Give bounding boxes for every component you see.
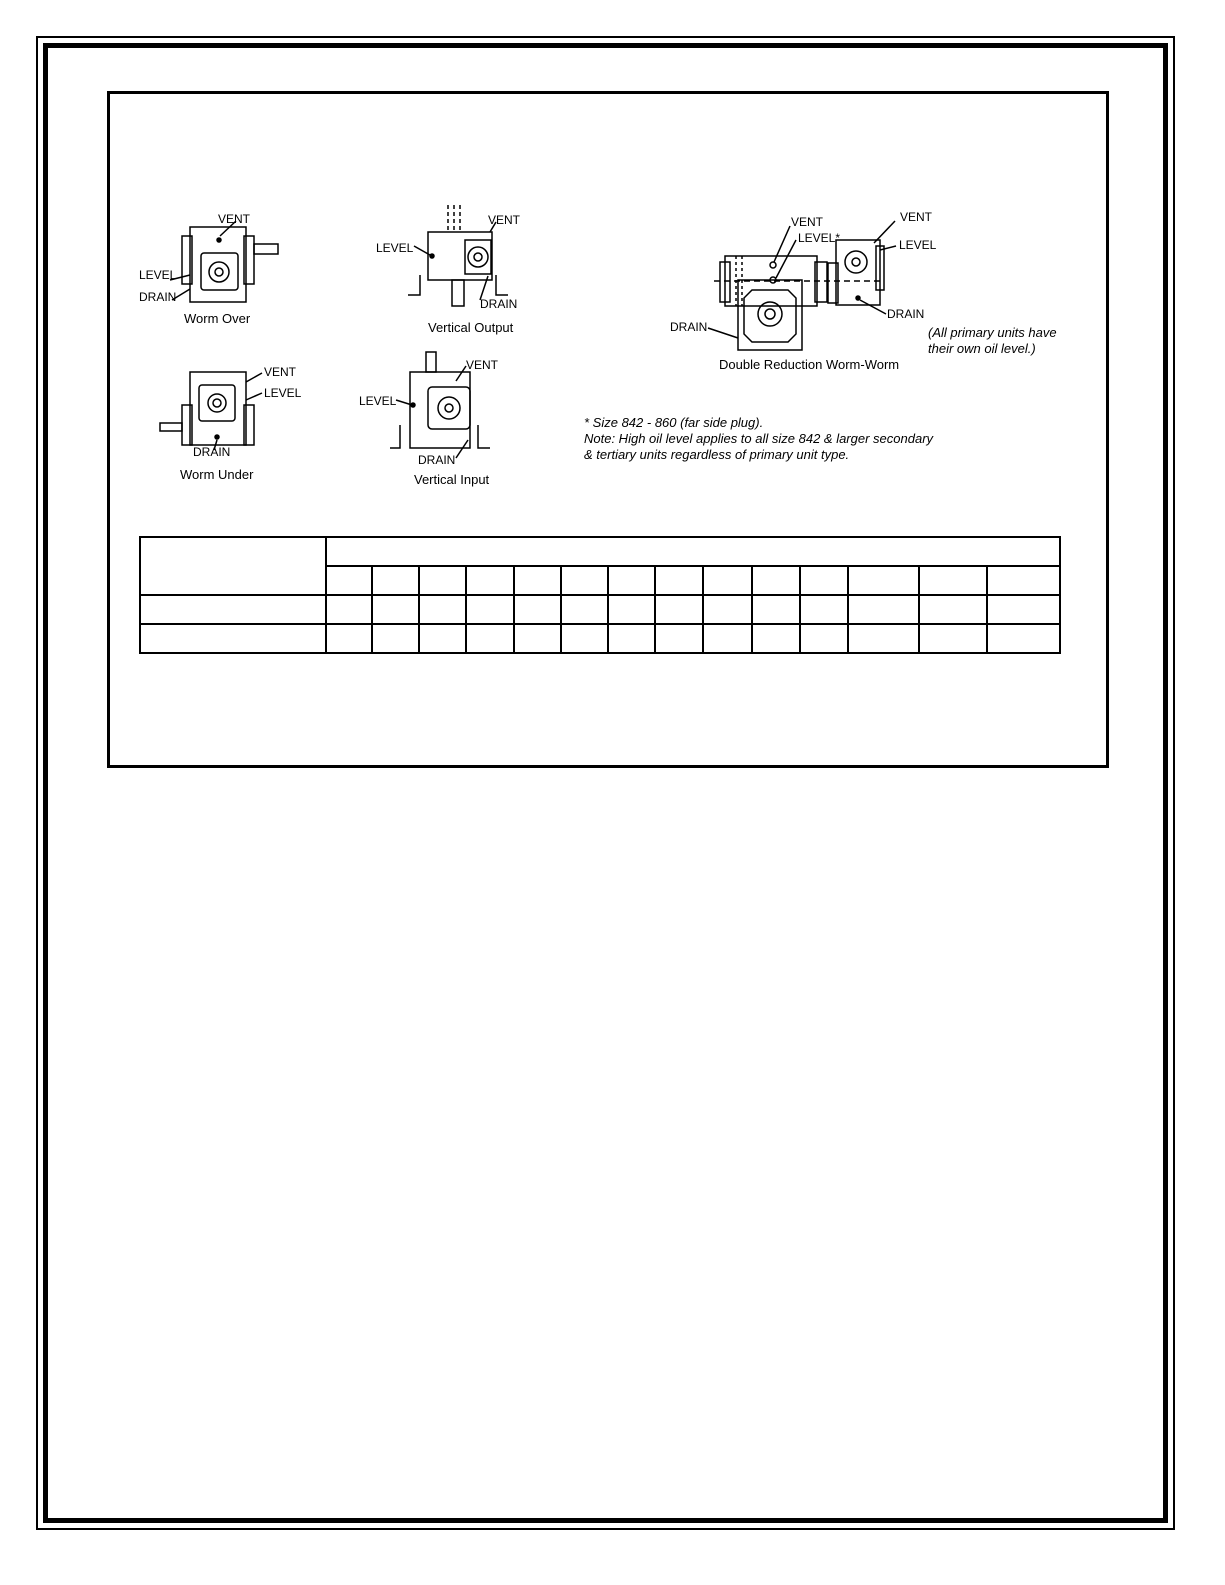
table-row-label — [140, 595, 326, 624]
table-cell — [800, 624, 848, 653]
secondary-vent-label: VENT — [900, 210, 933, 224]
table-column-header — [608, 566, 655, 595]
table-cell — [800, 595, 848, 624]
vertical-output-drain-label: DRAIN — [480, 297, 518, 311]
worm-under-vent-label: VENT — [264, 365, 297, 379]
table-column-header — [800, 566, 848, 595]
worm-under-drain-label: DRAIN — [193, 445, 231, 459]
table-cell — [655, 624, 703, 653]
worm-over-level-label: LEVEL — [139, 268, 177, 282]
table-cell — [419, 595, 466, 624]
vertical-output-caption: Vertical Output — [428, 320, 514, 335]
table-cell — [703, 595, 752, 624]
table-column-header — [919, 566, 987, 595]
table-cell — [919, 624, 987, 653]
table-row — [140, 624, 1060, 653]
table-column-header — [655, 566, 703, 595]
table-column-header — [372, 566, 419, 595]
vertical-input-vent-label: VENT — [466, 358, 499, 372]
table-cell — [848, 624, 919, 653]
secondary-level-label: LEVEL — [899, 238, 937, 252]
table-cell — [514, 595, 562, 624]
double-reduction-drain-label: DRAIN — [670, 320, 708, 334]
table-cell — [466, 595, 514, 624]
oil-capacity-table — [139, 536, 1061, 654]
table-cell — [987, 595, 1060, 624]
table-cell — [608, 624, 655, 653]
table-cell — [752, 624, 800, 653]
primary-units-note-line-1: (All primary units have — [928, 325, 1057, 340]
secondary-drain-label: DRAIN — [887, 307, 925, 321]
double-reduction-caption: Double Reduction Worm-Worm — [719, 357, 900, 372]
table-header-label — [140, 537, 326, 595]
table-cell — [372, 624, 419, 653]
table-cell — [372, 595, 419, 624]
table-cell — [561, 624, 608, 653]
vertical-output-vent-label: VENT — [488, 213, 521, 227]
vertical-input-level-label: LEVEL — [359, 394, 397, 408]
primary-units-note-line-2: their own oil level.) — [928, 341, 1036, 356]
table-cell — [848, 595, 919, 624]
table-cell — [561, 595, 608, 624]
table-column-header — [848, 566, 919, 595]
size-note-line-3: & tertiary units regardless of primary unit type. — [584, 447, 850, 462]
vertical-input-caption: Vertical Input — [414, 472, 490, 487]
table-cell — [703, 624, 752, 653]
table-cell — [419, 624, 466, 653]
size-note-line-2: Note: High oil level applies to all size 842 & larger secondary — [584, 431, 934, 446]
table-cell — [752, 595, 800, 624]
table-cell — [514, 624, 562, 653]
table-header-row — [140, 537, 1060, 566]
table-column-header — [514, 566, 562, 595]
table-row-label — [140, 624, 326, 653]
table-group-header — [326, 537, 1060, 566]
worm-over-diagram — [170, 221, 278, 302]
table-column-header — [987, 566, 1060, 595]
worm-over-caption: Worm Over — [184, 311, 251, 326]
table-cell — [655, 595, 703, 624]
table-cell — [608, 595, 655, 624]
table-cell — [326, 624, 372, 653]
table-column-header — [419, 566, 466, 595]
table-column-header — [752, 566, 800, 595]
worm-under-level-label: LEVEL — [264, 386, 302, 400]
table-cell — [326, 595, 372, 624]
table-cell — [987, 624, 1060, 653]
worm-over-drain-label: DRAIN — [139, 290, 177, 304]
vertical-input-drain-label: DRAIN — [418, 453, 456, 467]
table-column-header — [703, 566, 752, 595]
double-reduction-vent-label: VENT — [791, 215, 824, 229]
worm-under-caption: Worm Under — [180, 467, 254, 482]
size-note-line-1: * Size 842 - 860 (far side plug). — [584, 415, 764, 430]
vertical-output-level-label: LEVEL — [376, 241, 414, 255]
table-cell — [919, 595, 987, 624]
table-row — [140, 595, 1060, 624]
table-column-header — [466, 566, 514, 595]
worm-under-diagram — [160, 372, 262, 450]
table-column-header — [561, 566, 608, 595]
table-column-header — [326, 566, 372, 595]
double-reduction-level-star-label: LEVEL* — [798, 231, 841, 245]
table-cell — [466, 624, 514, 653]
worm-over-vent-label: VENT — [218, 212, 251, 226]
